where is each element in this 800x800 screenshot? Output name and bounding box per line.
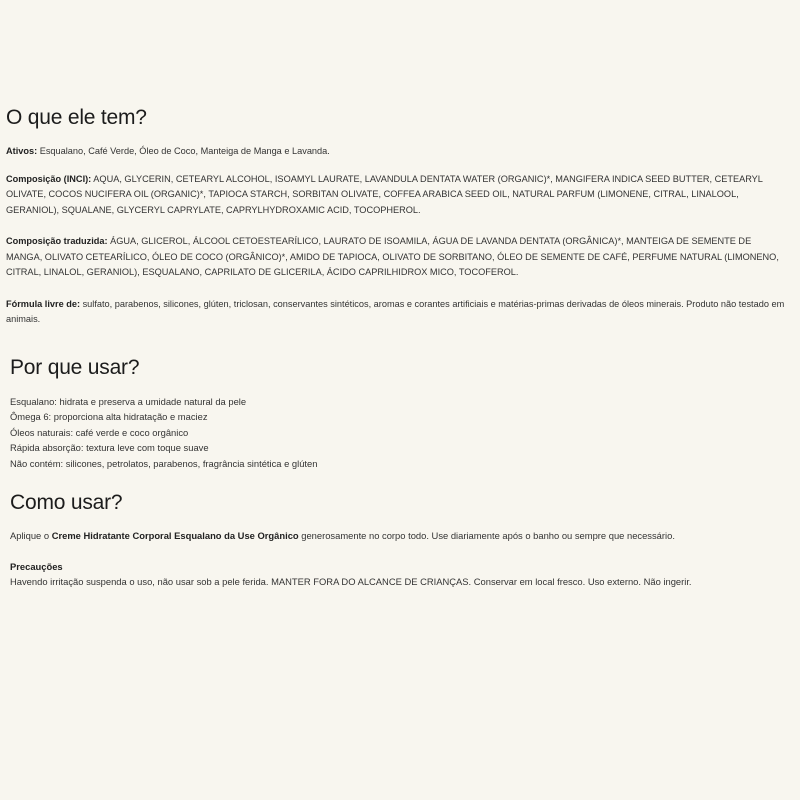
inci-paragraph xyxy=(6,172,786,219)
traduzida-text: ÁGUA, GLICEROL, ÁLCOOL CETOESTEARÍLICO, LAURATO DE ISOAMILA, ÁGUA DE LAVANDA DENTATA (ORGÂNICA)*, MANTEIGA DE SEMENTE DE MANGA, OLIVATO CETEARÍLICO, ÓLEO DE COCO (ORGÂNICO)*, AMIDO DE TAPIOCA, OLIVATO DE SORBITANO, ÓLEO DE SEMENTE DE CAFÉ, PERFUME NATURAL (LIMONENO, CITRAL, LINALOL, GERANIOL), ESQUALANO, CAPRILATO DE GLICERILA, ÁCIDO CAPRILHIDROX MICO, TOCOFEROL. xyxy=(6,236,779,277)
inci-label: Composição (INCI): xyxy=(6,173,92,184)
ativos-label: Ativos: xyxy=(6,146,38,156)
usage-suffix: generosamente no corpo todo. Use diariamente após o banho ou sempre que necessário. xyxy=(298,530,675,541)
spacer xyxy=(10,544,790,559)
section-title-benefits: Por que usar? xyxy=(10,356,140,379)
usage-product-name: Creme Hidratante Corporal Esqualano da Use Orgânico xyxy=(51,530,299,541)
inci-text: AQUA, GLYCERIN, CETEARYL ALCOHOL, ISOAMYL LAURATE, LAVANDULA DENTATA WATER (ORGANIC)*, MANGIFERA INDICA SEED BUTTER, CETEARYL OLIVATE, COCOS NUCIFERA OIL (ORGANIC)*, TAPIOCA STARCH, SORBITAN OLIVATE, COFFEA ARABICA SEED OIL, NATURAL PARFUM (LIMONENE, CITRAL, LINALOOL, GERANIOL), SQUALANE, GLYCERYL CAPRYLATE, CAPRYLHYDROXAMIC ACID, TOCOPHEROL. xyxy=(6,173,763,215)
benefit-item: Ômega 6: proporciona alta hidratação e maciez xyxy=(10,411,208,423)
traduzida-label: Composição traduzida: xyxy=(6,236,108,246)
precautions-text: Havendo irritação suspenda o uso, não usar sob a pele ferida. MANTER FORA DO ALCANCE DE CRIANÇAS. Conservar em local fresco. Uso externo. Não ingerir. xyxy=(10,576,692,587)
precautions-title: Precauções xyxy=(10,560,63,572)
section-benefits xyxy=(10,356,790,471)
usage-paragraph xyxy=(10,528,790,544)
benefit-item: Rápida absorção: textura leve com toque suave xyxy=(10,442,209,454)
ativos-text: Esqualano, Café Verde, Óleo de Coco, Manteiga de Manga e Lavanda. xyxy=(37,146,330,156)
section-usage xyxy=(10,491,790,590)
usage-prefix: Aplique o xyxy=(10,530,52,541)
benefit-item: Não contém: silicones, petrolatos, parabenos, fragrância sintética e glúten xyxy=(10,457,318,469)
benefit-item: Esqualano: hidrata e preserva a umidade natural da pele xyxy=(10,396,247,407)
livre-text: sulfato, parabenos, silicones, glúten, triclosan, conservantes sintéticos, aromas e corantes artificiais e matérias-primas derivadas de óleos minerais. Produto não testado em animais. xyxy=(6,298,785,324)
section-title-composition: O que ele tem? xyxy=(6,106,147,129)
benefit-item: Óleos naturais: café verde e coco orgânico xyxy=(10,426,189,438)
section-composition xyxy=(6,106,786,344)
section-title-usage: Como usar? xyxy=(10,491,123,514)
livre-paragraph xyxy=(6,297,786,328)
traduzida-paragraph xyxy=(6,234,786,281)
livre-label: Fórmula livre de: xyxy=(6,298,81,309)
ativos-paragraph xyxy=(6,144,786,160)
